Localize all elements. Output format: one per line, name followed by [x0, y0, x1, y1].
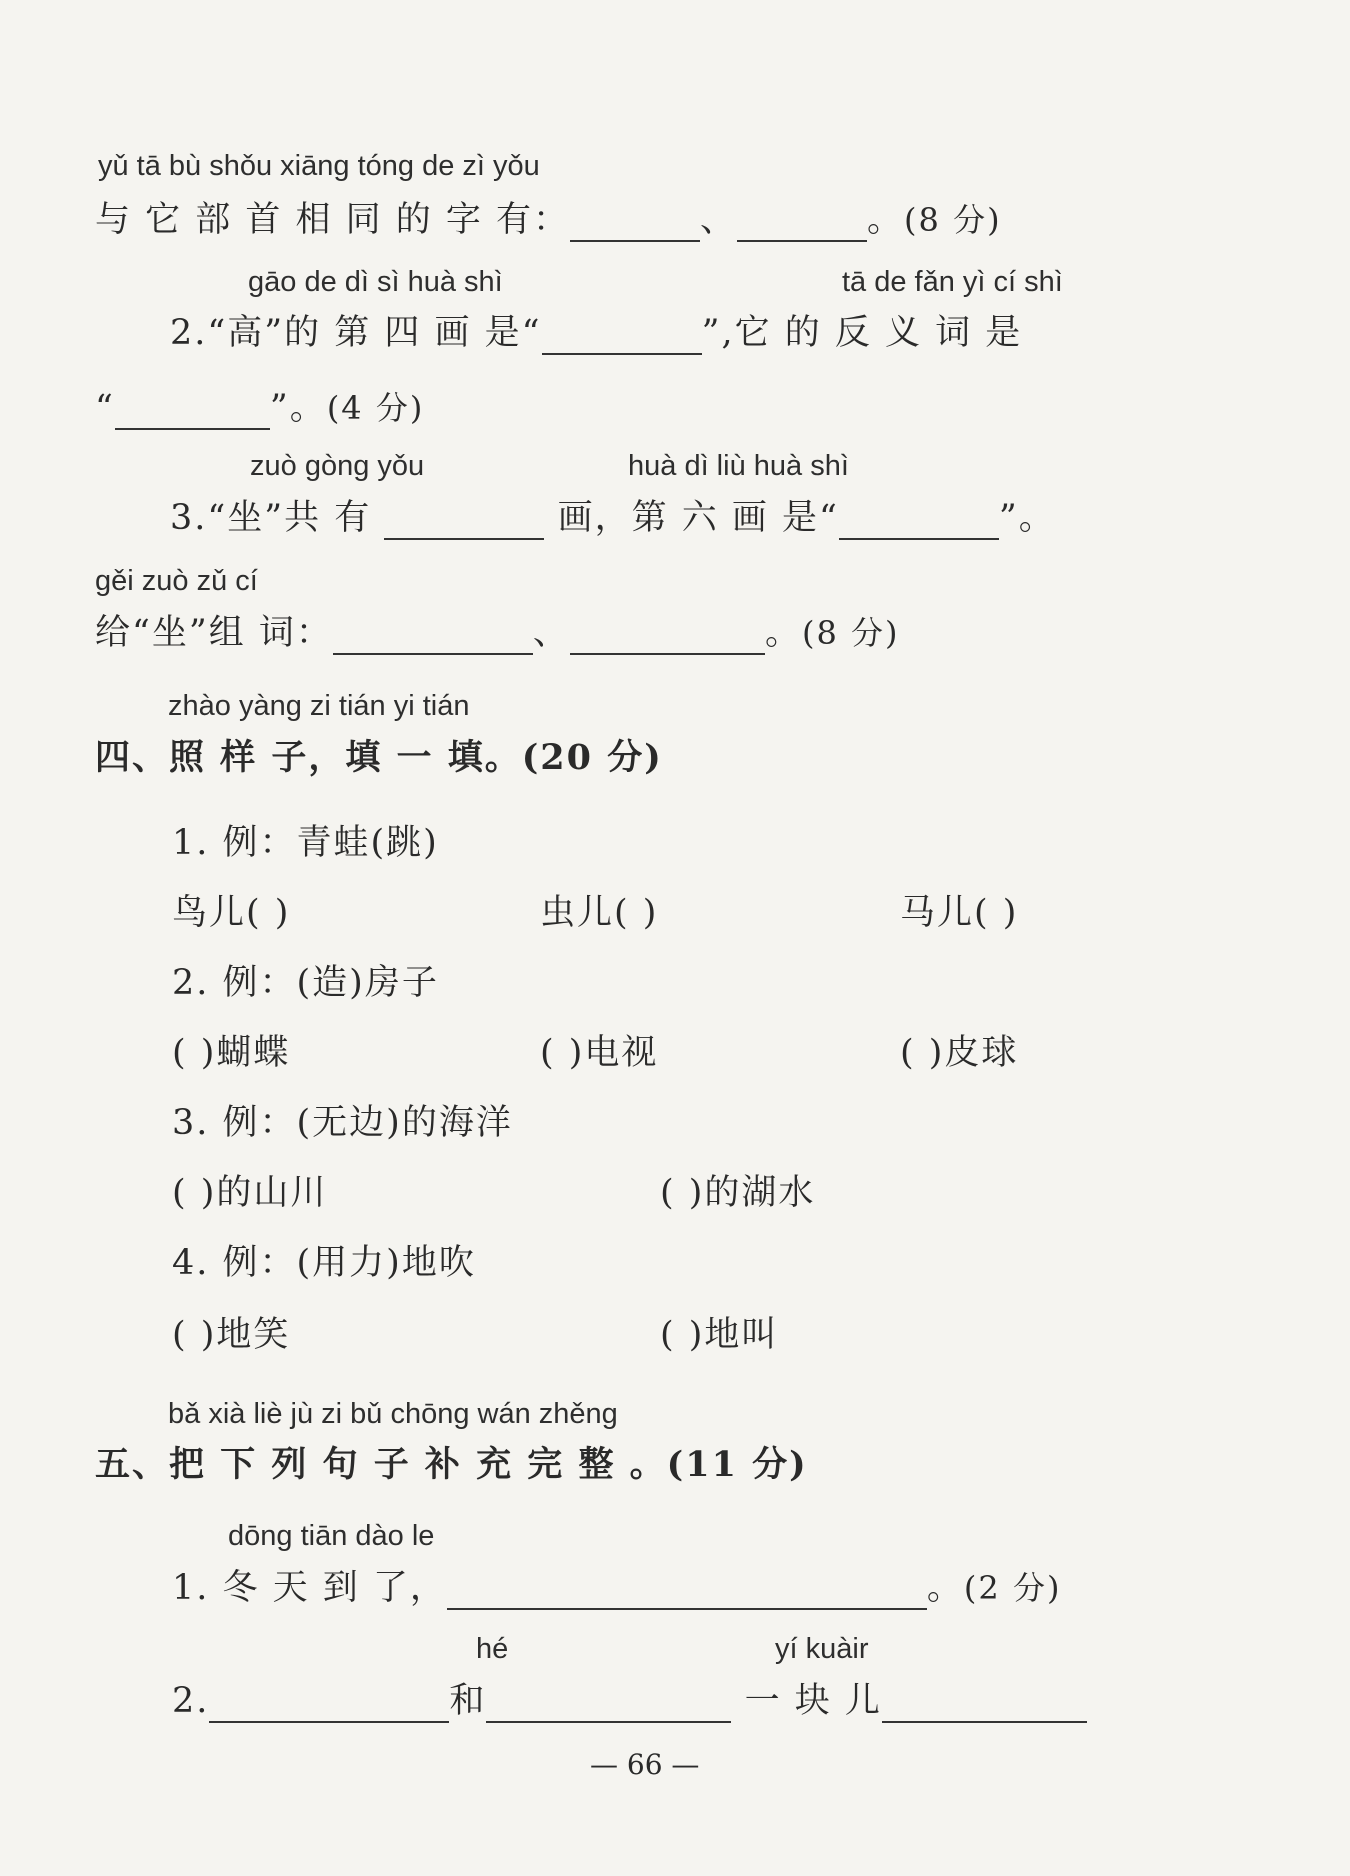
line1-score: (8 分)	[904, 201, 1002, 239]
s5-q1-text: 1. 冬 天 到 了，	[172, 1568, 447, 1608]
s5-q1-row	[172, 1560, 1061, 1610]
q3-blank-count[interactable]	[384, 504, 544, 540]
s5-q2-yikuair: 一 块 儿	[744, 1681, 882, 1721]
s5-q2-he: 和	[449, 1681, 487, 1721]
q3-pinyin-b: huà dì liù huà shì	[628, 450, 849, 482]
section4-title: 四、照 样 子，填 一 填。	[95, 737, 522, 778]
q3-text-a: 3.“坐”共 有	[170, 498, 372, 538]
s5-q1-score: (2 分)	[963, 1569, 1062, 1607]
line1-blank-1[interactable]	[570, 206, 700, 242]
q3-row	[170, 490, 1056, 540]
s4-answer-2c[interactable]: ( )皮球	[900, 1033, 1019, 1073]
line1-blank-2[interactable]	[737, 206, 867, 242]
s5-q1-blank[interactable]	[447, 1574, 927, 1610]
section5-score: (11 分)	[666, 1444, 808, 1485]
line1-sep: 、	[700, 200, 738, 240]
q3-pinyin-a: zuò gòng yǒu	[250, 450, 425, 482]
s5-q1-pinyin: dōng tiān dào le	[228, 1520, 435, 1552]
q2-blank-stroke[interactable]	[542, 319, 702, 355]
q2-score: (4 分)	[326, 389, 425, 427]
s5-q2-row	[172, 1673, 1087, 1723]
s4-answer-4b[interactable]: ( )地叫	[660, 1315, 779, 1355]
s4-example-1: 1. 例：青蛙(跳)	[172, 823, 439, 863]
line1-row	[95, 192, 1002, 242]
section5-title: 五、把 下 列 句 子 补 充 完 整 。	[95, 1444, 667, 1485]
s4-example-4: 4. 例：(用力)地吹	[172, 1243, 476, 1283]
s4-answer-1b[interactable]: 虫儿( )	[540, 893, 659, 933]
q2-row2	[95, 380, 424, 430]
s5-q2-blank-2[interactable]	[486, 1687, 731, 1723]
line1-text: 与 它 部 首 相 同 的 字 有：	[95, 200, 571, 240]
s4-answer-1a[interactable]: 鸟儿( )	[172, 893, 291, 933]
section5-pinyin: bǎ xià liè jù zi bǔ chōng wán zhěng	[168, 1398, 618, 1430]
section4-pinyin: zhào yàng zi tián yi tián	[168, 690, 470, 722]
s5-q2-pinyin-a: hé	[476, 1633, 509, 1665]
zuci-score: (8 分)	[801, 614, 900, 652]
section5-heading	[95, 1437, 808, 1487]
s4-example-2: 2. 例：(造)房子	[172, 963, 439, 1003]
zuci-pinyin: gěi zuò zǔ cí	[95, 565, 258, 597]
q2-open-quote: “	[95, 388, 115, 428]
s4-example-3: 3. 例：(无边)的海洋	[172, 1103, 513, 1143]
s4-answer-3b[interactable]: ( )的湖水	[660, 1173, 816, 1213]
q2-row	[170, 305, 1022, 355]
s4-answer-2b[interactable]: ( )电视	[540, 1033, 659, 1073]
q2-text-b: ”,它 的 反 义 词 是	[701, 313, 1023, 353]
s5-q2-num: 2.	[172, 1681, 210, 1721]
line1-end: 。	[867, 200, 905, 240]
q2-pinyin-a: gāo de dì sì huà shì	[248, 266, 503, 298]
zuci-blank-2[interactable]	[570, 619, 765, 655]
s5-q2-pinyin-b: yí kuàir	[775, 1633, 869, 1665]
q2-blank-antonym[interactable]	[115, 394, 270, 430]
section4-heading	[95, 730, 663, 780]
section4-score: (20 分)	[521, 737, 663, 778]
q3-text-b: 画，第 六 画 是“	[557, 498, 839, 538]
q2-pinyin-b: tā de fǎn yì cí shì	[842, 266, 1063, 298]
zuci-row	[95, 605, 899, 655]
s4-answer-2a[interactable]: ( )蝴蝶	[172, 1033, 291, 1073]
q3-blank-stroke[interactable]	[839, 504, 999, 540]
s5-q1-end: 。	[926, 1568, 964, 1608]
zuci-blank-1[interactable]	[333, 619, 533, 655]
s4-answer-1c[interactable]: 马儿( )	[900, 893, 1019, 933]
q3-text-c: ”。	[998, 498, 1056, 538]
zuci-text: 给“坐”组 词：	[95, 613, 333, 653]
page-number: — 66 —	[590, 1748, 700, 1781]
q2-text-a: 2.“高”的 第 四 画 是“	[170, 313, 542, 353]
zuci-sep: 、	[532, 613, 570, 653]
zuci-end: 。	[764, 613, 802, 653]
s5-q2-blank-3[interactable]	[882, 1687, 1087, 1723]
s4-answer-3a[interactable]: ( )的山川	[172, 1173, 328, 1213]
line1-pinyin: yǔ tā bù shǒu xiāng tóng de zì yǒu	[98, 150, 540, 182]
s4-answer-4a[interactable]: ( )地笑	[172, 1315, 291, 1355]
q2-close-quote: ”。	[269, 388, 327, 428]
s5-q2-blank-1[interactable]	[209, 1687, 449, 1723]
